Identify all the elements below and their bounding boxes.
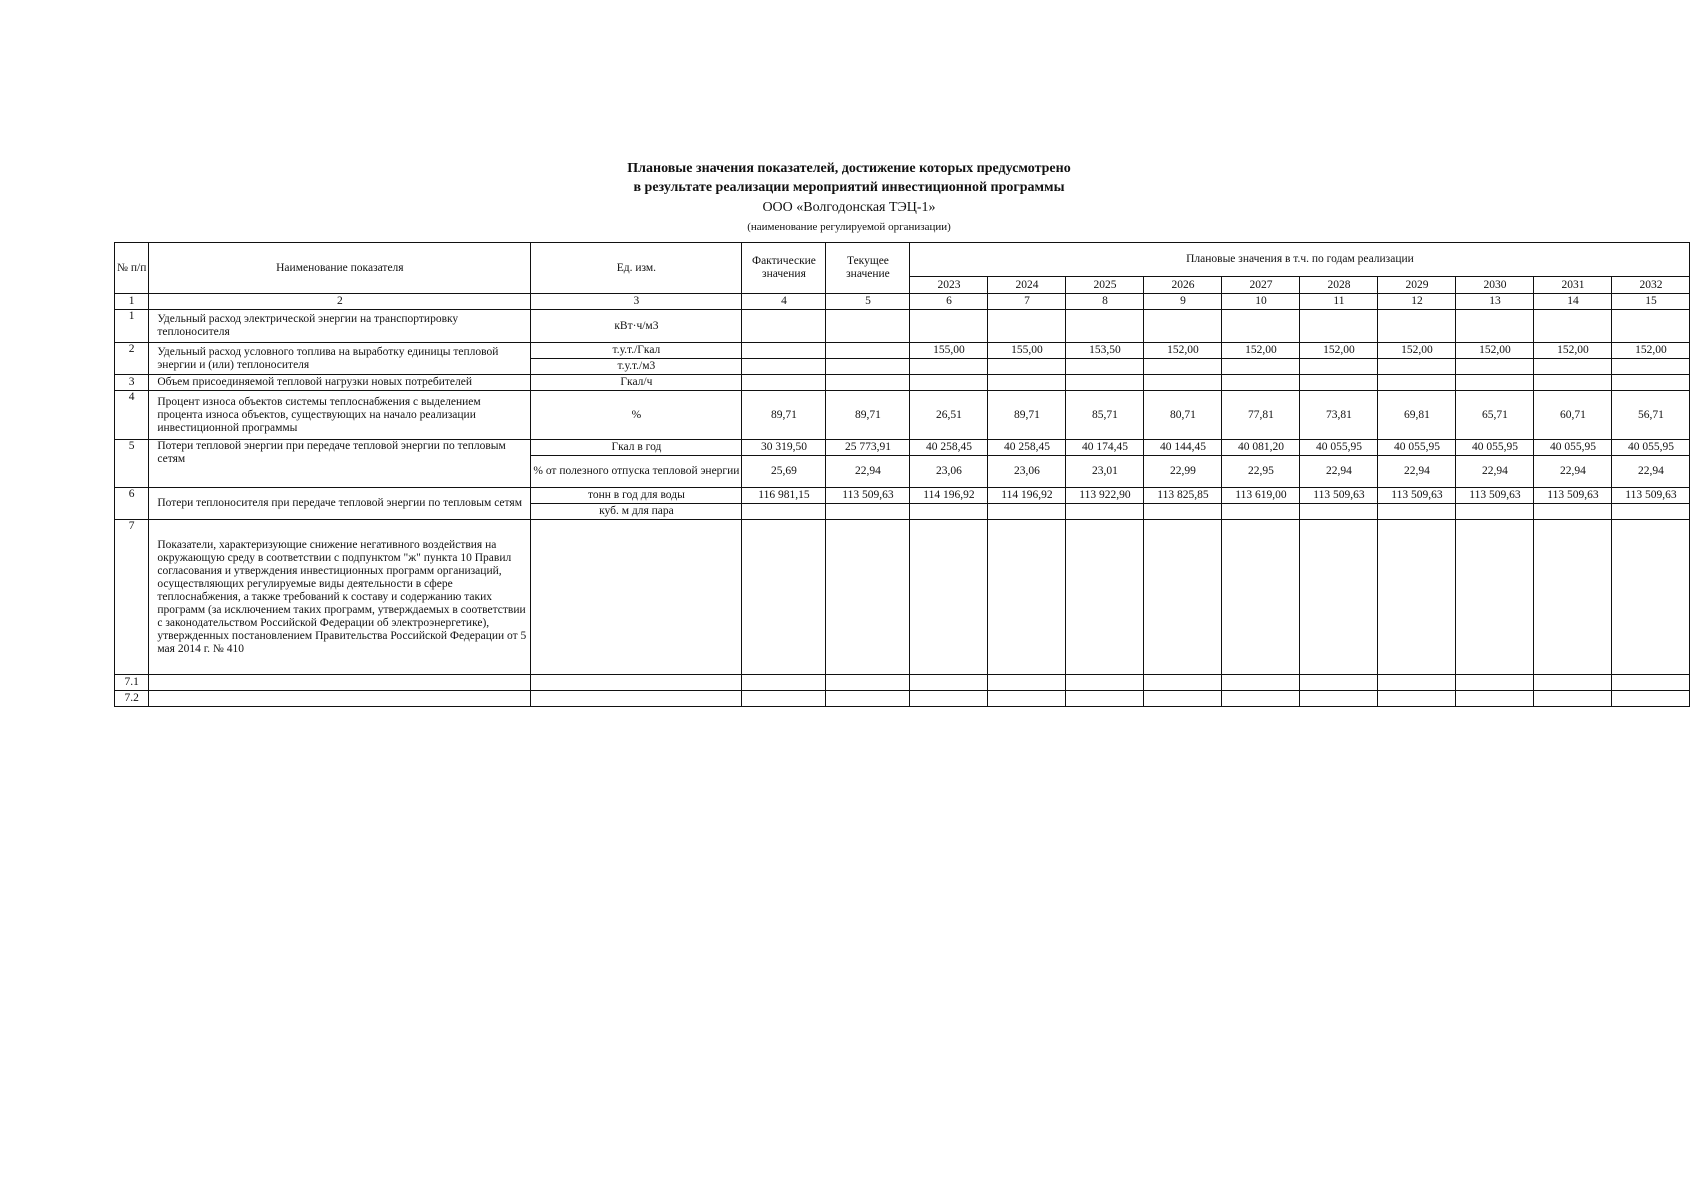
year-value: 152,00 — [1378, 343, 1456, 359]
indicators-table — [114, 242, 1690, 707]
current-value — [826, 359, 910, 375]
indicator-name: Потери тепловой энергии при передаче тепловой энергии по тепловым сетям — [149, 440, 531, 488]
year-value — [1534, 520, 1612, 675]
year-value: 40 055,95 — [1612, 440, 1690, 456]
year-value: 23,06 — [988, 456, 1066, 488]
year-value — [1144, 675, 1222, 691]
indicator-unit: кВт·ч/м3 — [531, 310, 742, 343]
year-value — [1144, 359, 1222, 375]
year-value — [1612, 310, 1690, 343]
year-value — [1612, 375, 1690, 391]
year-value — [1456, 675, 1534, 691]
indicator-unit: т.у.т./Гкал — [531, 343, 742, 359]
year-value: 40 055,95 — [1456, 440, 1534, 456]
year-value — [1066, 359, 1144, 375]
year-value — [1378, 675, 1456, 691]
table-row — [115, 391, 1690, 440]
indicator-name: Потери теплоносителя при передаче тепловой энергии по тепловым сетям — [149, 488, 531, 520]
current-value — [826, 520, 910, 675]
year-value: 22,99 — [1144, 456, 1222, 488]
column-number: 7 — [988, 294, 1066, 310]
year-value: 60,71 — [1534, 391, 1612, 440]
year-value — [988, 504, 1066, 520]
table-row — [115, 691, 1690, 707]
current-value — [826, 375, 910, 391]
year-value: 113 922,90 — [1066, 488, 1144, 504]
actual-value: 89,71 — [742, 391, 826, 440]
year-value: 40 258,45 — [988, 440, 1066, 456]
year-value: 40 055,95 — [1378, 440, 1456, 456]
column-number: 5 — [826, 294, 910, 310]
row-number: 7 — [115, 520, 149, 675]
year-header: 2030 — [1456, 277, 1534, 294]
year-value — [1144, 520, 1222, 675]
year-value: 113 509,63 — [1612, 488, 1690, 504]
actual-value — [742, 520, 826, 675]
table-row — [115, 488, 1690, 504]
year-value — [1066, 504, 1144, 520]
year-value — [1300, 359, 1378, 375]
table-row — [115, 440, 1690, 456]
actual-value — [742, 375, 826, 391]
year-value: 114 196,92 — [910, 488, 988, 504]
year-value — [1534, 375, 1612, 391]
year-value: 114 196,92 — [988, 488, 1066, 504]
header-row — [115, 243, 1690, 277]
indicator-unit: тонн в год для воды — [531, 488, 742, 504]
current-value — [826, 343, 910, 359]
column-number: 13 — [1456, 294, 1534, 310]
year-value — [1066, 310, 1144, 343]
row-number: 4 — [115, 391, 149, 440]
current-value — [826, 691, 910, 707]
row-number: 6 — [115, 488, 149, 520]
year-value — [910, 375, 988, 391]
year-value: 22,94 — [1612, 456, 1690, 488]
year-value — [1222, 310, 1300, 343]
column-number: 12 — [1378, 294, 1456, 310]
year-header: 2028 — [1300, 277, 1378, 294]
actual-value — [742, 691, 826, 707]
year-value — [1300, 691, 1378, 707]
year-value: 40 144,45 — [1144, 440, 1222, 456]
year-value: 22,94 — [1300, 456, 1378, 488]
year-value: 26,51 — [910, 391, 988, 440]
year-value — [1222, 504, 1300, 520]
year-value — [1222, 520, 1300, 675]
year-value: 113 509,63 — [1300, 488, 1378, 504]
year-value: 22,95 — [1222, 456, 1300, 488]
indicator-unit: % — [531, 391, 742, 440]
row-number: 5 — [115, 440, 149, 488]
year-value: 40 174,45 — [1066, 440, 1144, 456]
year-value — [1144, 375, 1222, 391]
year-value: 113 509,63 — [1378, 488, 1456, 504]
year-value — [988, 375, 1066, 391]
row-number: 3 — [115, 375, 149, 391]
column-number: 4 — [742, 294, 826, 310]
indicator-name: Удельный расход электрической энергии на транспортировку теплоносителя — [149, 310, 531, 343]
year-value — [1222, 675, 1300, 691]
actual-value: 116 981,15 — [742, 488, 826, 504]
year-value: 155,00 — [910, 343, 988, 359]
year-header: 2023 — [910, 277, 988, 294]
indicator-unit: куб. м для пара — [531, 504, 742, 520]
indicator-name: Удельный расход условного топлива на выработку единицы тепловой энергии и (или) теплоносителя — [149, 343, 531, 375]
header-current: Текущее значение — [826, 243, 910, 294]
current-value: 25 773,91 — [826, 440, 910, 456]
year-value: 152,00 — [1300, 343, 1378, 359]
header-unit: Ед. изм. — [531, 243, 742, 294]
year-header: 2032 — [1612, 277, 1690, 294]
year-value — [910, 504, 988, 520]
year-value — [1222, 691, 1300, 707]
actual-value — [742, 310, 826, 343]
year-value: 113 619,00 — [1222, 488, 1300, 504]
actual-value — [742, 504, 826, 520]
year-value — [988, 675, 1066, 691]
row-number: 1 — [115, 310, 149, 343]
indicator-unit: Гкал в год — [531, 440, 742, 456]
year-value: 85,71 — [1066, 391, 1144, 440]
year-value — [1300, 675, 1378, 691]
actual-value: 25,69 — [742, 456, 826, 488]
indicator-name: Показатели, характеризующие снижение негативного воздействия на окружающую среду в соответствии с подпунктом "ж" пункта 10 Правил согласования и утверждения инвестиционных программ организаций, осуществляющих регулируемые виды деятельности в сфере теплоснабжения, а также требований к составу и содержанию таких программ (за исключением таких программ, утверждаемых в соответствии с законодательством Российской Федерации об электроэнергетике), утвержденных постановлением Правительства Российской Федерации от 5 мая 2014 г. № 410 — [149, 520, 531, 675]
year-value — [1612, 691, 1690, 707]
table-row — [115, 343, 1690, 359]
table-row — [115, 375, 1690, 391]
current-value — [826, 504, 910, 520]
year-value: 113 825,85 — [1144, 488, 1222, 504]
row-number: 2 — [115, 343, 149, 375]
year-value: 22,94 — [1456, 456, 1534, 488]
year-value: 56,71 — [1612, 391, 1690, 440]
table-row — [115, 520, 1690, 675]
year-header: 2024 — [988, 277, 1066, 294]
year-value: 40 055,95 — [1300, 440, 1378, 456]
year-value — [988, 310, 1066, 343]
current-value: 113 509,63 — [826, 488, 910, 504]
year-value — [1144, 310, 1222, 343]
year-value: 23,06 — [910, 456, 988, 488]
organization-caption: (наименование регулируемой организации) — [747, 221, 951, 233]
indicator-unit — [531, 691, 742, 707]
column-number-row — [115, 294, 1690, 310]
actual-value — [742, 343, 826, 359]
year-value: 40 055,95 — [1534, 440, 1612, 456]
year-value — [1378, 520, 1456, 675]
indicator-unit: % от полезного отпуска тепловой энергии — [531, 456, 742, 488]
year-value: 89,71 — [988, 391, 1066, 440]
year-header: 2029 — [1378, 277, 1456, 294]
year-value: 152,00 — [1612, 343, 1690, 359]
organization-name: ООО «Волгодонская ТЭЦ-1» — [762, 200, 936, 215]
year-value — [1300, 504, 1378, 520]
current-value — [826, 310, 910, 343]
year-value — [1456, 359, 1534, 375]
year-value — [1612, 520, 1690, 675]
year-value: 152,00 — [1534, 343, 1612, 359]
column-number: 9 — [1144, 294, 1222, 310]
year-value: 113 509,63 — [1534, 488, 1612, 504]
year-value: 23,01 — [1066, 456, 1144, 488]
year-header: 2025 — [1066, 277, 1144, 294]
indicator-name — [149, 675, 531, 691]
year-value — [988, 520, 1066, 675]
year-value — [1378, 359, 1456, 375]
year-value — [988, 691, 1066, 707]
year-value: 40 258,45 — [910, 440, 988, 456]
indicator-unit: т.у.т./м3 — [531, 359, 742, 375]
row-number: 7.1 — [115, 675, 149, 691]
year-value: 113 509,63 — [1456, 488, 1534, 504]
table-row — [115, 675, 1690, 691]
column-number: 10 — [1222, 294, 1300, 310]
year-value — [910, 675, 988, 691]
year-header: 2031 — [1534, 277, 1612, 294]
year-value — [1456, 504, 1534, 520]
year-value: 152,00 — [1456, 343, 1534, 359]
year-value: 153,50 — [1066, 343, 1144, 359]
year-value — [1456, 520, 1534, 675]
year-value — [988, 359, 1066, 375]
year-value: 73,81 — [1300, 391, 1378, 440]
column-number: 11 — [1300, 294, 1378, 310]
year-value: 155,00 — [988, 343, 1066, 359]
year-value — [1534, 359, 1612, 375]
year-value: 80,71 — [1144, 391, 1222, 440]
year-value: 152,00 — [1222, 343, 1300, 359]
year-value — [1534, 310, 1612, 343]
year-value — [910, 691, 988, 707]
actual-value — [742, 359, 826, 375]
year-value: 69,81 — [1378, 391, 1456, 440]
actual-value — [742, 675, 826, 691]
header-actual: Фактические значения — [742, 243, 826, 294]
year-value: 40 081,20 — [1222, 440, 1300, 456]
year-value — [1456, 310, 1534, 343]
column-number: 6 — [910, 294, 988, 310]
year-value — [1534, 504, 1612, 520]
document-title-line-2: в результате реализации мероприятий инвестиционной программы — [633, 180, 1065, 195]
column-number: 14 — [1534, 294, 1612, 310]
indicator-unit: Гкал/ч — [531, 375, 742, 391]
year-value — [1066, 691, 1144, 707]
column-number: 2 — [149, 294, 531, 310]
year-value — [1456, 691, 1534, 707]
year-value — [910, 359, 988, 375]
year-value — [910, 520, 988, 675]
year-value — [1222, 375, 1300, 391]
year-header: 2026 — [1144, 277, 1222, 294]
year-value — [1534, 675, 1612, 691]
year-value — [1456, 375, 1534, 391]
year-value — [1300, 520, 1378, 675]
year-value: 65,71 — [1456, 391, 1534, 440]
header-num: № п/п — [115, 243, 149, 294]
column-number: 1 — [115, 294, 149, 310]
current-value: 89,71 — [826, 391, 910, 440]
year-value — [1300, 375, 1378, 391]
year-header: 2027 — [1222, 277, 1300, 294]
year-value — [1144, 504, 1222, 520]
indicator-name: Объем присоединяемой тепловой нагрузки новых потребителей — [149, 375, 531, 391]
year-value — [1144, 691, 1222, 707]
current-value: 22,94 — [826, 456, 910, 488]
year-value — [1534, 691, 1612, 707]
header-planned: Плановые значения в т.ч. по годам реализации — [910, 243, 1690, 277]
year-value — [1378, 310, 1456, 343]
year-value — [1612, 504, 1690, 520]
header-name: Наименование показателя — [149, 243, 531, 294]
column-number: 3 — [531, 294, 742, 310]
actual-value: 30 319,50 — [742, 440, 826, 456]
year-value — [1222, 359, 1300, 375]
column-number: 15 — [1612, 294, 1690, 310]
year-value: 77,81 — [1222, 391, 1300, 440]
year-value: 22,94 — [1378, 456, 1456, 488]
indicator-name — [149, 691, 531, 707]
row-number: 7.2 — [115, 691, 149, 707]
column-number: 8 — [1066, 294, 1144, 310]
year-value — [1378, 691, 1456, 707]
year-value — [1612, 359, 1690, 375]
document-title-line-1: Плановые значения показателей, достижение которых предусмотрено — [627, 161, 1071, 176]
year-value — [1066, 520, 1144, 675]
year-value — [1066, 375, 1144, 391]
year-value: 152,00 — [1144, 343, 1222, 359]
year-value — [910, 310, 988, 343]
year-value — [1066, 675, 1144, 691]
indicator-unit — [531, 520, 742, 675]
table-row — [115, 310, 1690, 343]
year-value — [1612, 675, 1690, 691]
year-value — [1300, 310, 1378, 343]
indicator-name: Процент износа объектов системы теплоснабжения с выделением процента износа объектов, существующих на начало реализации инвестиционной программы — [149, 391, 531, 440]
year-value — [1378, 375, 1456, 391]
indicator-unit — [531, 675, 742, 691]
year-value — [1378, 504, 1456, 520]
current-value — [826, 675, 910, 691]
year-value: 22,94 — [1534, 456, 1612, 488]
